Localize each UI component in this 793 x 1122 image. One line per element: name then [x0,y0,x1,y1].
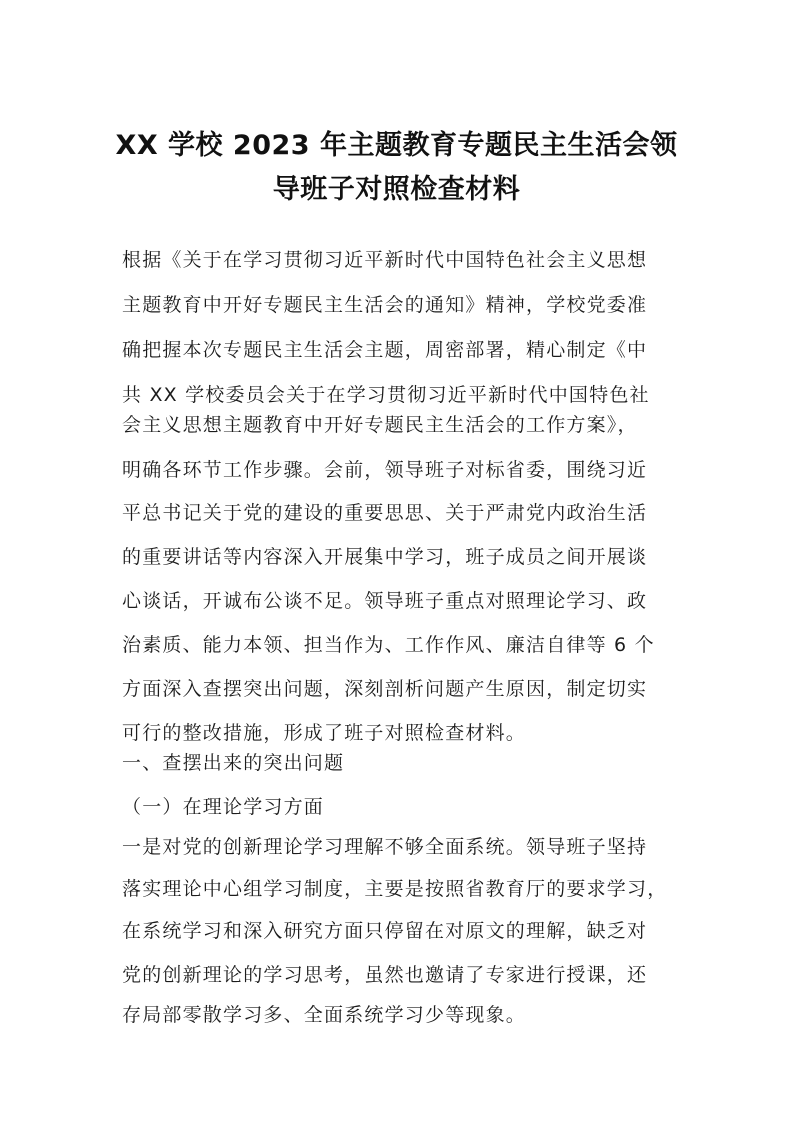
body-line-15: 一是对党的创新理论学习理解不够全面系统。领导班子坚持 [122,836,648,858]
body-line-7: 平总书记关于党的建设的重要思思、关于严肃党内政治生活 [122,502,648,524]
body-line-12: 可行的整改措施，形成了班子对照检查材料。 [122,722,527,744]
body-line-10: 治素质、能力本领、担当作为、工作作风、廉洁自律等 6 个 [122,634,655,656]
body-line-2: 主题教育中开好专题民主生活会的通知》精神，学校党委准 [122,294,648,316]
body-line-3: 确把握本次专题民主生活会主题，周密部署，精心制定《中 [122,339,648,361]
body-line-1: 根据《关于在学习贯彻习近平新时代中国特色社会主义思想 [122,249,648,271]
section-heading: 一、查摆出来的突出问题 [122,752,345,774]
body-line-18: 党的创新理论的学习思考，虽然也邀请了专家进行授课，还 [122,964,648,986]
body-line-6: 明确各环节工作步骤。会前，领导班子对标省委，围绕习近 [122,459,648,481]
body-line-9: 心谈话，开诚布公谈不足。领导班子重点对照理论学习、政 [122,590,648,612]
body-line-16: 落实理论中心组学习制度，主要是按照省教育厅的要求学习， [122,878,668,900]
document-title-line-2: 导班子对照检查材料 [272,174,521,205]
body-line-17: 在系统学习和深入研究方面只停留在对原文的理解，缺乏对 [122,920,648,942]
body-line-8: 的重要讲话等内容深入开展集中学习，班子成员之间开展谈 [122,546,648,568]
subsection-heading: （一）在理论学习方面 [122,796,325,818]
body-line-5: 会主义思想主题教育中开好专题民主生活会的工作方案》， [122,414,638,436]
body-line-19: 存局部零散学习多、全面系统学习少等现象。 [122,1004,527,1026]
body-line-4: 共 XX 学校委员会关于在学习贯彻习近平新时代中国特色社 [122,384,650,406]
body-line-11: 方面深入查摆突出问题，深刻剖析问题产生原因，制定切实 [122,678,648,700]
document-title-line-1: XX 学校 2023 年主题教育专题民主生活会领 [115,130,678,161]
